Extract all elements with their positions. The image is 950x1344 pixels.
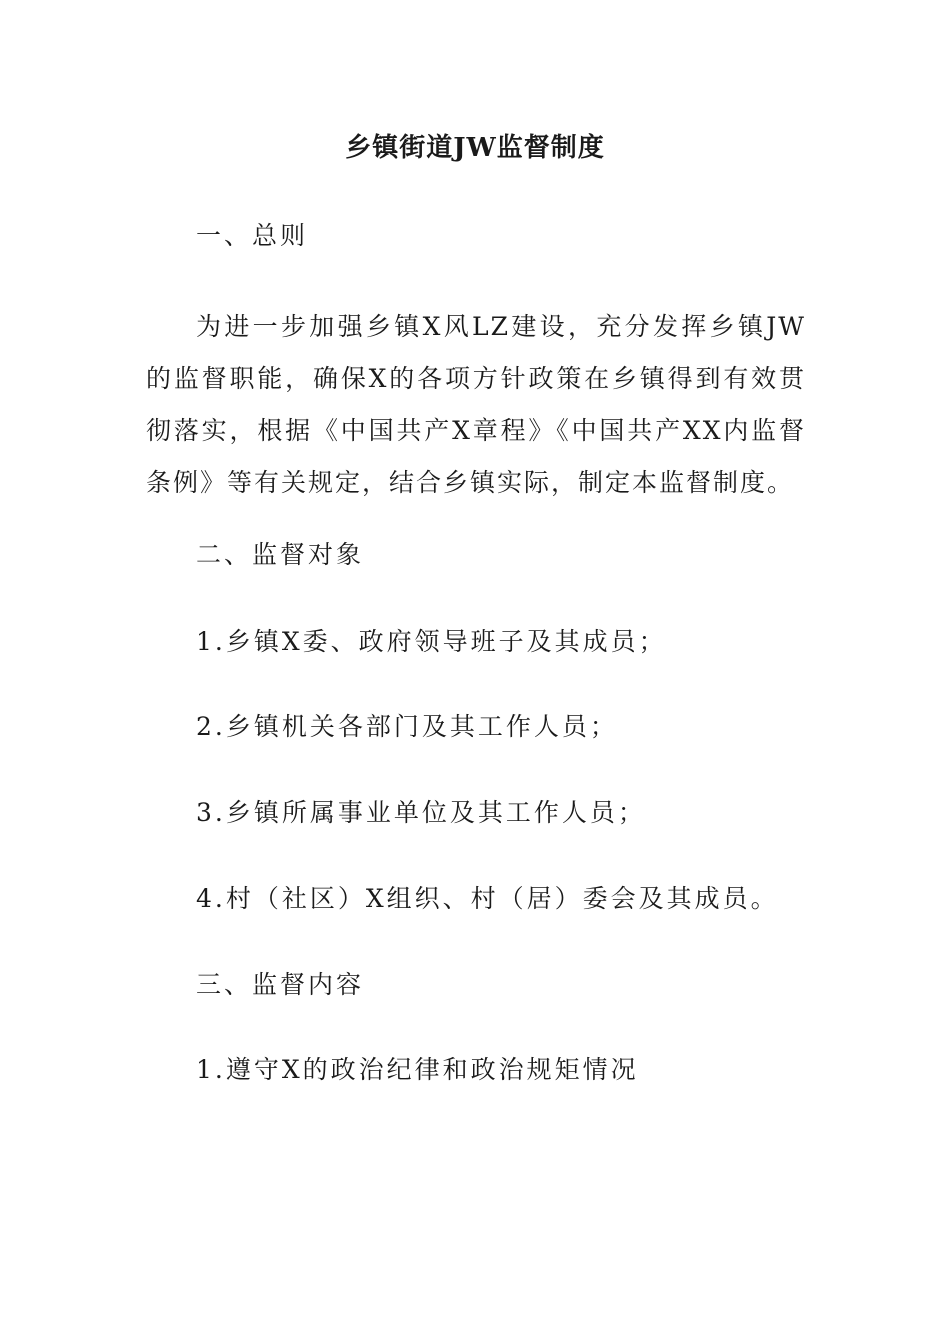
section-heading-supervision-content: 三、监督内容 (196, 970, 365, 999)
section-paragraph-general: 为进一步加强乡镇X风LZ建设，充分发挥乡镇JW的监督职能，确保X的各项方针政策在乡镇得到有效贯彻落实，根据《中国共产X章程》《中国共产XX内监督条例》等有关规定，结合乡镇实际，制定本监督制度。 (146, 312, 806, 497)
list-item: 4.村（社区）X组织、村（居）委会及其成员。 (196, 884, 779, 913)
section-heading-supervision-targets: 二、监督对象 (196, 540, 365, 569)
list-item: 1.乡镇X委、政府领导班子及其成员； (196, 627, 667, 656)
list-item: 3.乡镇所属事业单位及其工作人员； (196, 798, 646, 827)
section-heading-general: 一、总则 (196, 221, 309, 250)
list-item: 2.乡镇机关各部门及其工作人员； (196, 712, 618, 741)
document-title: 乡镇街道JW监督制度 (345, 133, 605, 163)
list-item: 1.遵守X的政治纪律和政治规矩情况 (196, 1055, 639, 1084)
